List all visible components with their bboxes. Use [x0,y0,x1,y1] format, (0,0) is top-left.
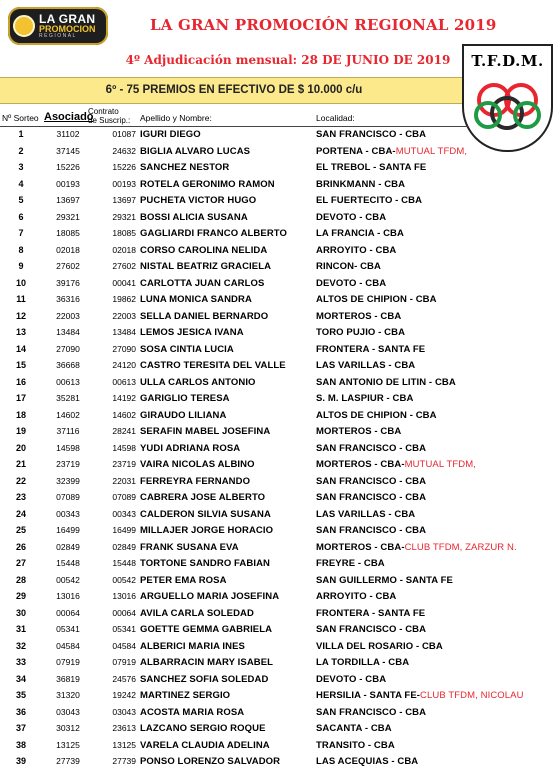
winner-name: CABRERA JOSE ALBERTO [140,492,266,503]
winner-name: ALBARRACIN MARY ISABEL [140,657,274,668]
asociado-number: 00343 [56,508,80,519]
la-gran-promocion-logo [8,7,108,45]
table-row [0,160,559,177]
table-row [0,177,559,194]
asociado-number: 27602 [56,261,80,271]
winner-locality: LA FRANCIA - CBA [316,228,404,239]
winner-name: PUCHETA VICTOR HUGO [140,195,257,206]
asociado-number: 18085 [56,228,80,238]
winner-locality: DEVOTO - CBA [316,277,387,289]
contrato-number: 13016 [112,591,136,601]
table-row [0,573,559,590]
contrato-number: 04584 [112,640,136,651]
winner-name: ALBERICI MARIA INES [140,640,245,652]
contrato-number: 02849 [112,541,136,552]
sorteo-number: 17 [15,393,26,403]
winner-note: CLUB TFDM, ZARZUR N. [404,541,517,553]
winner-name: PETER EMA ROSA [140,574,227,586]
winner-name: ULLA CARLOS ANTONIO [140,376,256,388]
winner-name: LEMOS JESICA IVANA [140,327,244,338]
table-row [0,210,559,227]
winner-name: LUNA MONICA SANDRA [140,294,252,305]
contrato-number: 00064 [112,607,136,618]
sorteo-number: 23 [15,492,26,502]
table-row [0,672,559,689]
winner-name: MARTINEZ SERGIO [140,690,231,701]
winner-locality: TORO PUJIO - CBA [316,327,406,338]
sorteo-number: 30 [15,607,26,618]
sorteo-number: 35 [15,690,26,700]
sorteo-number: 6 [18,211,24,222]
asociado-number: 13125 [56,739,80,750]
asociado-number: 00542 [56,574,80,585]
sorteo-number: 13 [15,327,26,337]
winner-locality: PORTENA - CBA-MUTUAL TFDM, [316,145,468,157]
sorteo-number: 4 [18,178,24,189]
winner-name: MILLAJER JORGE HORACIO [140,525,274,536]
contrato-number: 27602 [112,261,136,271]
asociado-number: 36316 [56,294,80,304]
winner-locality: FRONTERA - SANTA FE [316,607,426,619]
sorteo-number: 1 [18,129,24,139]
table-row [0,556,559,573]
winner-name: SANCHEZ SOFIA SOLEDAD [140,673,269,685]
table-row [0,639,559,656]
asociado-number: 15226 [56,162,80,172]
asociado-number: 37116 [56,426,80,436]
contrato-number: 02018 [112,244,136,255]
sorteo-number: 8 [18,244,24,255]
winner-name: GAGLIARDI FRANCO ALBERTO [140,228,288,239]
asociado-number: 27090 [56,343,80,354]
asociado-number: 14598 [56,442,80,453]
sorteo-number: 31 [15,624,26,634]
winner-name: AVILA CARLA SOLEDAD [140,607,254,619]
sorteo-number: 7 [18,228,24,238]
winner-name: SELLA DANIEL BERNARDO [140,310,269,322]
winner-name: TORTONE SANDRO FABIAN [140,558,271,569]
contrato-number: 19862 [112,294,136,304]
winner-name: SANCHEZ NESTOR [140,162,230,173]
contrato-number: 15448 [112,558,136,568]
sorteo-number: 37 [15,723,26,733]
table-row [0,754,559,771]
contrato-number: 07089 [112,492,136,502]
winner-locality: SAN ANTONIO DE LITIN - CBA [316,376,456,388]
winner-name: LAZCANO SERGIO ROQUE [140,723,266,734]
contrato-number: 14192 [112,393,136,403]
contrato-number: 00613 [112,376,136,387]
contrato-number: 00193 [112,178,136,189]
winner-name: IGURI DIEGO [140,129,201,140]
asociado-number: 15448 [56,558,80,568]
asociado-number: 30312 [56,723,80,733]
winner-name: BOSSI ALICIA SUSANA [140,211,248,223]
winner-locality: SACANTA - CBA [316,723,392,734]
table-row [0,655,559,672]
header-sorteo: Nº Sorteo [2,113,39,123]
asociado-number: 36819 [56,673,80,684]
sorteo-number: 3 [18,162,24,172]
winner-note: CLUB TFDM, NICOLAU [420,690,524,701]
winner-locality: HERSILIA - SANTA FE-CLUB TFDM, NICOLAU [316,690,524,701]
table-row [0,721,559,738]
contrato-number: 24120 [112,360,136,370]
asociado-number: 39176 [56,277,80,288]
table-row [0,342,559,359]
winner-note: MUTUAL TFDM, [404,459,476,470]
winner-note: MUTUAL TFDM, [395,145,468,157]
asociado-number: 07089 [56,492,80,502]
sorteo-number: 10 [15,277,26,288]
contrato-number: 01087 [112,129,136,139]
contrato-number: 23613 [112,723,136,733]
sorteo-number: 27 [15,558,26,568]
contrato-number: 23719 [112,459,136,469]
winner-locality: SAN GUILLERMO - SANTA FE [316,574,453,586]
contrato-number: 24576 [112,673,136,684]
sorteo-number: 9 [18,261,24,271]
table-row [0,408,559,425]
asociado-number: 13484 [56,327,80,337]
sorteo-number: 11 [16,294,26,304]
sorteo-number: 15 [15,360,26,370]
winner-name: CORSO CAROLINA NELIDA [140,244,268,256]
table-row [0,375,559,392]
asociado-number: 27739 [56,756,80,766]
header-apellido: Apellido y Nombre: [140,113,212,123]
table-row [0,127,559,144]
winner-locality: EL FUERTECITO - CBA [316,195,423,206]
winner-name: VARELA CLAUDIA ADELINA [140,739,270,751]
sorteo-number: 29 [15,591,26,601]
asociado-number: 35281 [56,393,80,403]
winner-locality: TRANSITO - CBA [316,739,395,751]
winner-locality: MORTEROS - CBA-CLUB TFDM, ZARZUR N. [316,541,517,553]
winners-table [0,127,559,771]
contrato-number: 18085 [112,228,136,238]
table-row [0,391,559,408]
winner-name: ROTELA GERONIMO RAMON [140,178,275,190]
winner-locality: FRONTERA - SANTA FE [316,343,426,355]
contrato-number: 15226 [112,162,136,172]
winner-locality: MORTEROS - CBA-MUTUAL TFDM, [316,459,476,470]
sorteo-number: 14 [15,343,26,354]
contrato-number: 13125 [112,739,136,750]
asociado-number: 00613 [56,376,80,387]
table-row [0,259,559,276]
winner-locality: DEVOTO - CBA [316,211,387,223]
contrato-number: 13697 [112,195,136,205]
table-row [0,325,559,342]
winner-locality: SAN FRANCISCO - CBA [316,525,427,536]
table-row [0,738,559,755]
table-row [0,474,559,491]
sorteo-number: 34 [15,673,26,684]
winner-name: CASTRO TERESITA DEL VALLE [140,360,286,371]
table-row [0,226,559,243]
asociado-number: 05341 [56,624,80,634]
logo-line-3: REGIONAL [39,33,77,39]
winner-locality: MORTEROS - CBA [316,426,402,437]
prize-banner: 6º - 75 PREMIOS EN EFECTIVO DE $ 10.000 c/u [0,77,468,104]
winner-locality: LAS VARILLAS - CBA [316,360,416,371]
sorteo-number: 5 [18,195,24,205]
asociado-number: 13697 [56,195,80,205]
contrato-number: 16499 [112,525,136,535]
winner-name: GARIGLIO TERESA [140,393,230,404]
asociado-number: 22003 [56,310,80,321]
winner-locality: ARROYITO - CBA [316,591,397,602]
asociado-number: 32399 [56,475,80,486]
winner-locality: LAS ACEQUIAS - CBA [316,756,419,767]
asociado-number: 23719 [56,459,80,469]
winner-locality: RINCON- CBA [316,261,381,272]
sorteo-number: 20 [15,442,26,453]
winner-name: ARGUELLO MARIA JOSEFINA [140,591,280,602]
asociado-number: 02018 [56,244,80,255]
contrato-number: 29321 [112,211,136,222]
winner-locality: DEVOTO - CBA [316,673,387,685]
page-subtitle: 4º Adjudicación mensual: 28 DE JUNIO DE 2019 [125,53,451,67]
contrato-number: 24632 [112,145,136,156]
contrato-number: 00343 [112,508,136,519]
table-row [0,276,559,293]
contrato-number: 05341 [112,624,136,634]
asociado-number: 14602 [56,409,80,420]
page-title: LA GRAN PROMOCIÓN REGIONAL 2019 [150,16,497,34]
contrato-number: 03043 [112,706,136,717]
sorteo-number: 19 [15,426,26,436]
winner-locality: FREYRE - CBA [316,558,385,569]
sorteo-number: 38 [15,739,26,750]
contrato-number: 27739 [112,756,136,766]
winner-name: SERAFIN MABEL JOSEFINA [140,426,271,437]
header-contrato-line-1: Contrato [88,107,119,116]
winner-locality: ALTOS DE CHIPION - CBA [316,409,437,421]
table-row [0,490,559,507]
asociado-number: 36668 [56,360,80,370]
table-row [0,243,559,260]
sorteo-number: 22 [15,475,26,486]
winner-name: ACOSTA MARIA ROSA [140,706,245,718]
table-row [0,606,559,623]
contrato-number: 13484 [112,327,136,337]
winner-locality: ALTOS DE CHIPION - CBA [316,294,437,305]
table-row [0,622,559,639]
contrato-number: 22031 [112,475,136,486]
asociado-number: 03043 [56,706,80,717]
winner-locality: MORTEROS - CBA [316,310,402,322]
table-row [0,589,559,606]
sorteo-number: 28 [15,574,26,585]
table-row [0,144,559,161]
contrato-number: 07919 [112,657,136,667]
asociado-number: 00193 [56,178,80,189]
asociado-number: 00064 [56,607,80,618]
asociado-number: 16499 [56,525,80,535]
table-row [0,540,559,557]
winner-name: CARLOTTA JUAN CARLOS [140,277,265,289]
winner-locality: S. M. LASPIUR - CBA [316,393,414,404]
winner-locality: EL TREBOL - SANTA FE [316,162,427,173]
table-row [0,688,559,705]
asociado-number: 31320 [56,690,80,700]
table-row [0,309,559,326]
asociado-number: 02849 [56,541,80,552]
table-row [0,292,559,309]
contrato-number: 00542 [112,574,136,585]
winner-name: PONSO LORENZO SALVADOR [140,756,281,767]
olympic-rings-icon [474,80,542,132]
asociado-number: 13016 [56,591,80,601]
contrato-number: 00041 [112,277,136,288]
table-row [0,358,559,375]
winner-locality: SAN FRANCISCO - CBA [316,129,427,140]
logo-line-1: LA GRAN [39,12,96,26]
table-row [0,193,559,210]
sorteo-number: 18 [15,409,26,420]
winner-name: FERREYRA FERNANDO [140,475,251,487]
table-row [0,507,559,524]
contrato-number: 28241 [112,426,136,436]
winner-name: VAIRA NICOLAS ALBINO [140,459,255,470]
asociado-number: 31102 [56,129,80,139]
winner-locality: SAN FRANCISCO - CBA [316,624,427,635]
winner-name: CALDERON SILVIA SUSANA [140,508,271,520]
winner-locality: SAN FRANCISCO - CBA [316,706,427,718]
winner-locality: ARROYITO - CBA [316,244,397,256]
header-contrato-line-2: de Suscrip.: [88,116,131,125]
sorteo-number: 39 [15,756,26,766]
winner-locality: SAN FRANCISCO - CBA [316,475,427,487]
asociado-number: 29321 [56,211,80,222]
table-row [0,523,559,540]
table-row [0,424,559,441]
sorteo-number: 24 [15,508,26,519]
lightbulb-icon [13,15,35,37]
winner-locality: SAN FRANCISCO - CBA [316,492,427,503]
winner-name: FRANK SUSANA EVA [140,541,239,553]
winner-name: BIGLIA ALVARO LUCAS [140,145,251,157]
winner-locality: VILLA DEL ROSARIO - CBA [316,640,443,652]
asociado-number: 04584 [56,640,80,651]
contrato-number: 14598 [112,442,136,453]
sorteo-number: 2 [18,145,24,156]
header-asociado: Asociado [44,111,94,123]
sorteo-number: 36 [15,706,26,717]
table-row [0,457,559,474]
winner-locality: LAS VARILLAS - CBA [316,508,416,520]
winner-locality: LA TORDILLA - CBA [316,657,410,668]
winner-locality: BRINKMANN - CBA [316,178,406,190]
contrato-number: 14602 [112,409,136,420]
contrato-number: 22003 [112,310,136,321]
asociado-number: 07919 [56,657,80,667]
contrato-number: 19242 [112,690,136,700]
winner-name: YUDI ADRIANA ROSA [140,442,241,454]
winner-name: GOETTE GEMMA GABRIELA [140,624,273,635]
sorteo-number: 32 [15,640,26,651]
contrato-number: 27090 [112,343,136,354]
sorteo-number: 33 [15,657,26,667]
winner-name: GIRAUDO LILIANA [140,409,227,421]
winner-name: SOSA CINTIA LUCIA [140,343,234,355]
winner-locality: SAN FRANCISCO - CBA [316,442,427,454]
table-row [0,705,559,722]
sorteo-number: 25 [15,525,26,535]
header-localidad: Localidad: [316,113,355,123]
sorteo-number: 16 [15,376,26,387]
asociado-number: 37145 [56,145,80,156]
sorteo-number: 12 [15,310,26,321]
sorteo-number: 26 [15,541,26,552]
logo-line-2: PROMOCION [39,24,96,34]
table-row [0,441,559,458]
winner-name: NISTAL BEATRIZ GRACIELA [140,261,272,272]
sorteo-number: 21 [15,459,26,469]
tfdm-badge-text: T.F.D.M. [471,52,544,70]
